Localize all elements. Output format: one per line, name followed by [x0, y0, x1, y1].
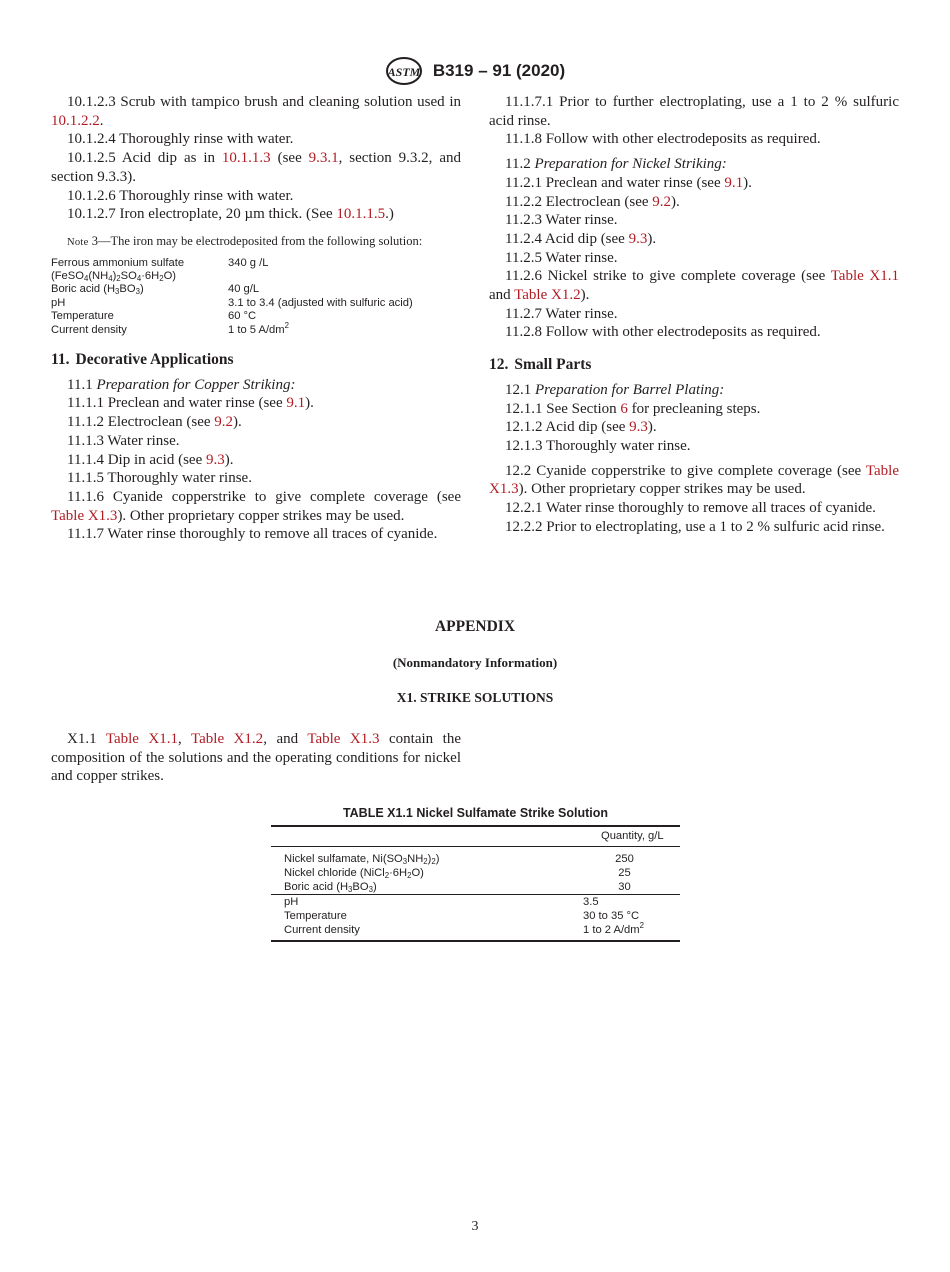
data-table [271, 825, 680, 942]
right-column [489, 93, 899, 536]
ref-link[interactable]: 10.1.2.2 [51, 112, 100, 129]
list-item: 12.1.1 See Section 6 for precleaning steps. [505, 400, 761, 417]
section-11-heading: 11. Decorative Applications [51, 351, 234, 369]
list-item: 11.1.1 Preclean and water rinse (see 9.1). [67, 395, 314, 412]
ref-link[interactable]: 9.3 [629, 419, 648, 436]
condition-key: $(FeSO_4(NH_4)_2SO_4\cdot 6H_2O)$ [51, 270, 177, 284]
ref-link[interactable]: 10.1.1.3 [221, 150, 271, 167]
list-item: 11.2.4 Acid dip (see 9.3). [505, 230, 657, 247]
table-row [271, 866, 680, 880]
iron-solution-table [51, 257, 461, 337]
list-item: 11.1.2 Electroclean (see 9.2). [67, 414, 242, 431]
subheading-11-1: 11.1 Preparation for Copper Striking: [67, 376, 296, 393]
subheading-12-1: 12.1 Preparation for Barrel Plating: [505, 381, 725, 398]
table-cell: Temperature [284, 910, 347, 922]
list-item: 12.1.2 Acid dip (see 9.3). [505, 419, 657, 436]
condition-key: Ferrous ammonium sulfate [51, 256, 185, 269]
ref-link[interactable]: Table X1.3 [489, 462, 899, 498]
list-item: 11.1.6 Cyanide copperstrike to give complete coverage (see Table X1.3). Other proprietary copper strikes may be used. [51, 488, 461, 524]
list-item: 11.2.3 Water rinse. [505, 212, 618, 229]
ref-link[interactable]: 9.2 [214, 414, 234, 431]
ref-link[interactable]: 9.3 [206, 451, 225, 468]
table-cell: 250 [615, 853, 634, 865]
list-item: 12.1.3 Thoroughly water rinse. [505, 437, 691, 454]
ref-link[interactable]: Table X1.2 [514, 287, 581, 304]
page-number: 3 [471, 1219, 479, 1234]
table-cell: 30 to 35 °C [583, 910, 640, 922]
condition-value: 340 g /L [228, 256, 269, 269]
table-cell: 1 to 2 $A/dm^2$ [583, 921, 644, 936]
list-item: 12.2.1 Water rinse thoroughly to remove all traces of cyanide. [505, 500, 876, 517]
condition-value: 3.1 to 3.4 (adjusted with sulfuric acid) [228, 296, 413, 309]
appendix-section-title: X1. STRIKE SOLUTIONS [396, 690, 554, 705]
ref-link[interactable]: 10.1.1.5 [336, 206, 386, 223]
table-header-row [271, 826, 680, 847]
condition-key: Boric acid $(H_3BO_3)$ [51, 283, 144, 297]
list-item: 12.2 Cyanide copperstrike to give complete coverage (see Table X1.3). Other proprietary copper strikes may be used. [489, 462, 899, 498]
document-designation: B319 – 91 (2020) [432, 61, 566, 80]
ref-link[interactable]: 9.1 [724, 174, 744, 191]
appendix-subtitle: (Nonmandatory Information) [392, 655, 558, 670]
list-item: 11.2.2 Electroclean (see 9.2). [505, 193, 680, 210]
table-cell: Current density [284, 924, 360, 936]
list-item: 11.1.7.1 Prior to further electroplating, use a 1 to 2 % sulfuric acid rinse. [489, 94, 899, 129]
table-row [271, 847, 680, 867]
list-item: 11.1.8 Follow with other electrodeposits as required. [505, 131, 821, 148]
svg-text:ASTM: ASTM [387, 65, 421, 79]
condition-key: Temperature [51, 310, 114, 323]
list-item: 11.2.1 Preclean and water rinse (see 9.1). [505, 174, 752, 191]
para-10-1-2-7: 10.1.2.7 Iron electroplate, 20 µm thick. (See 10.1.1.5.) [67, 206, 394, 223]
table-cell: 25 [618, 867, 631, 879]
table-row [51, 297, 461, 310]
condition-value: 1 to 5 $A/dm^2$ [228, 320, 289, 336]
appendix-title: APPENDIX [434, 618, 516, 635]
ref-link[interactable]: Table X1.3 [51, 507, 118, 524]
table-row [51, 270, 461, 283]
ref-link[interactable]: Table X1.1 [105, 731, 179, 747]
list-item: 11.2.7 Water rinse. [505, 305, 618, 322]
table-cell: 30 [618, 881, 631, 893]
list-item: 11.2.6 Nickel strike to give complete coverage (see Table X1.1 and Table X1.2). [489, 268, 899, 304]
list-item: 12.2.2 Prior to electroplating, use a 1 to 2 % sulfuric acid rinse. [505, 518, 885, 535]
ref-link[interactable]: 9.2 [652, 193, 672, 210]
astm-logo [385, 56, 423, 86]
table-cell: Nickel chloride $(NiCl_2\cdot 6H_2O)$ [284, 867, 424, 880]
table-title: TABLE X1.1 Nickel Sulfamate Strike Solution [342, 806, 609, 820]
table-cell: Nickel sulfamate, $Ni(SO_3NH_2)_2$) [284, 853, 440, 866]
page-header [0, 56, 950, 86]
ref-link[interactable]: Table X1.1 [830, 268, 899, 285]
table-x1-1 [271, 806, 680, 942]
table-cell: pH [271, 895, 569, 910]
list-item: 11.1.4 Dip in acid (see 9.3). [67, 451, 234, 468]
note-3: Note 3—The iron may be electrodeposited from the following solution: [67, 233, 423, 248]
para-10-1-2-6: 10.1.2.6 Thoroughly rinse with water. [67, 187, 294, 204]
table-cell: 3.5 [569, 895, 680, 910]
ref-link[interactable]: 9.3 [628, 230, 648, 247]
table-row [51, 310, 461, 323]
ref-link[interactable]: Table X1.2 [191, 731, 264, 747]
ref-link[interactable]: 9.1 [286, 395, 306, 412]
section-12-heading: 12. Small Parts [489, 356, 592, 374]
list-item: 11.2.5 Water rinse. [505, 249, 618, 266]
ref-link[interactable]: Table X1.3 [307, 731, 380, 747]
table-row [271, 909, 680, 923]
ref-link[interactable]: 9.3.1 [308, 150, 339, 167]
table-row [51, 324, 461, 337]
table-cell: Boric acid $(H_3BO_3)$ [284, 881, 377, 894]
para-10-1-2-4: 10.1.2.4 Thoroughly rinse with water. [67, 131, 294, 148]
list-item: 11.1.7 Water rinse thoroughly to remove all traces of cyanide. [67, 526, 438, 543]
condition-value: 60 °C [228, 310, 257, 323]
para-10-1-2-3: 10.1.2.3 Scrub with tampico brush and cleaning solution used in 10.1.2.2. [51, 94, 461, 129]
column-header: Quantity, g/L [569, 826, 680, 847]
ref-link[interactable]: 6 [620, 400, 628, 417]
list-item: 11.1.3 Water rinse. [67, 432, 180, 449]
condition-key: Current density [51, 323, 127, 336]
table-row [271, 895, 680, 910]
table-row [51, 257, 461, 270]
para-x1-1: X1.1 Table X1.1, Table X1.2, and Table X1.3 contain the composition of the solutions and the operating conditions for nickel and copper strikes. [51, 731, 461, 785]
table-row [51, 283, 461, 296]
subheading-11-2: 11.2 Preparation for Nickel Striking: [505, 156, 727, 173]
para-10-1-2-5: 10.1.2.5 Acid dip as in 10.1.1.3 (see 9.3.1, section 9.3.2, and section 9.3.3). [51, 150, 461, 185]
list-item: 11.1.5 Thoroughly water rinse. [67, 470, 252, 487]
left-column [51, 93, 461, 544]
table-row [271, 880, 680, 895]
table-row [271, 923, 680, 941]
list-item: 11.2.8 Follow with other electrodeposits as required. [505, 324, 821, 341]
condition-value: 40 g/L [228, 283, 260, 296]
condition-key: pH [51, 296, 66, 309]
